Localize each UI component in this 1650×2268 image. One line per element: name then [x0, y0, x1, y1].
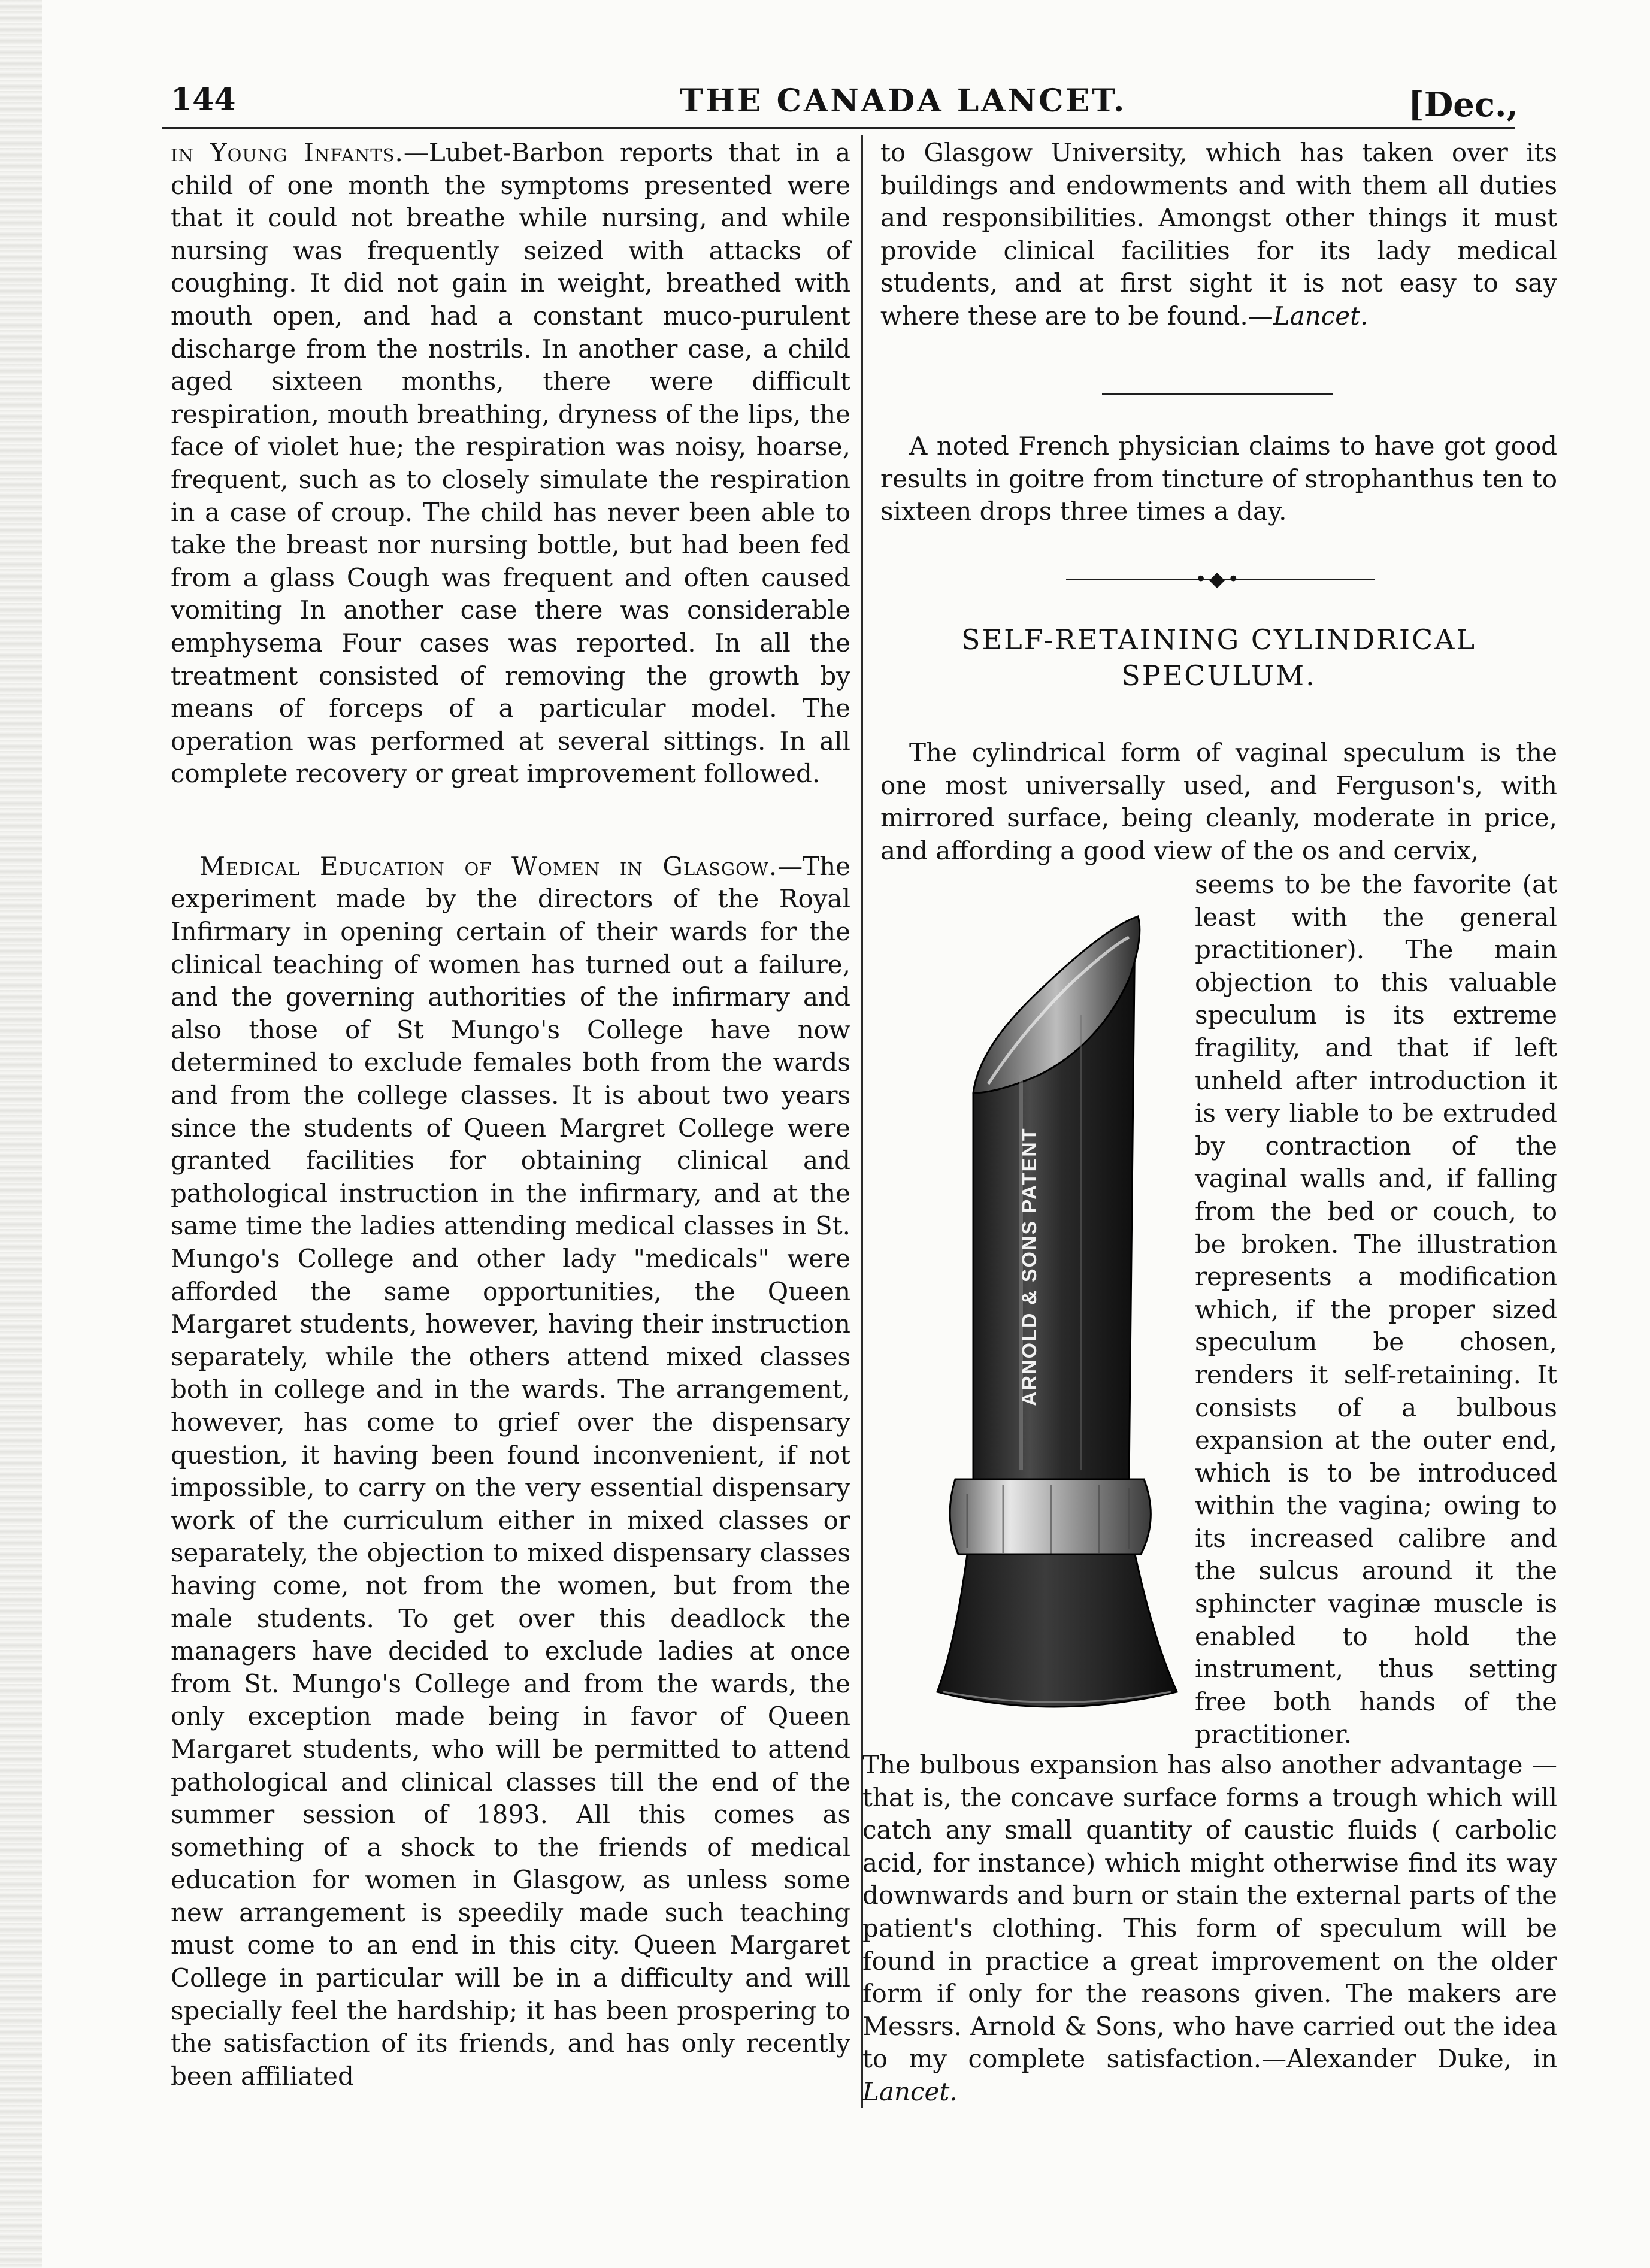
glasgow-source: Lancet.	[1273, 301, 1369, 331]
speculum-title-line-1: SELF-RETAINING CYLINDRICAL	[961, 623, 1477, 656]
speculum-text-after-figure	[862, 1749, 1557, 2109]
goitre-text: A noted French physician claims to have got good results in goitre from tincture of strophanthus ten to sixteen drops three times a day.	[880, 431, 1557, 526]
page-binding-edge	[0, 0, 42, 2268]
left-column	[171, 137, 850, 2093]
page-header	[171, 71, 1518, 125]
section-divider	[1102, 393, 1333, 395]
header-rule	[162, 127, 1515, 129]
glasgow-article	[171, 850, 850, 2093]
speculum-after-text: The bulbous expansion has also another advantage —that is, the concave surface forms a trough which will catch any small quantity of caustic fluids ( carbolic acid, for instance) which might otherwise find its way downwards and burn or stain the external parts of the patient's clothing. This form of speculum will be found in practice a great improvement on the older form if only for the reasons given. The makers are Messrs. Arnold & Sons, who have carried out the idea to my complete satisfaction.—Alexander Duke, in Lancet.	[862, 1750, 1557, 2106]
issue-month: [Dec.,	[1408, 85, 1518, 125]
page-number: 144	[171, 81, 236, 118]
speculum-text-beside-figure	[1195, 868, 1557, 1751]
speculum-drawing	[931, 895, 1183, 1719]
infants-article	[171, 137, 850, 791]
glasgow-heading: Medical Education of Women in Glasgow.	[199, 851, 778, 881]
speculum-intro-text: The cylindrical form of vaginal speculum is the one most universally used, and Ferguson's, with mirrored surface, being cleanly, moderate in price, and affording a good view of the os and cervix,	[880, 738, 1557, 865]
infants-heading: in Young Infants.	[171, 138, 404, 167]
glasgow-text: —The experiment made by the directors of the Royal Infirmary in opening certain of their wards for the clinical teaching of women has turned out a failure, and the governing authorities of the infirmary and also those of St Mungo's College have now determined to exclude females both from the wards and from the college classes. It is about two years since the students of Queen Margret College were granted facilities for obtaining clinical and pathological instruction in the infirmary, and at the same time the ladies attending medical classes in St. Mungo's College and other lady "medicals" were afforded the same opportunities, the Queen Margaret students, however, having their instruction separately, while the others attend mixed classes both in college and in the wards. The arrangement, however, has come to grief over the dispensary question, it having been found inconvenient, if not impossible, to carry on the very essential dispensary work of the curriculum either in mixed classes or separately, the objection to mixed dispensary classes having come, not from the women, but from the male students. To get over this deadlock the managers have decided to exclude ladies at once from St. Mungo's College and from the wards, the only exception made being in favor of Queen Margaret students, who will be permitted to attend pathological and clinical classes till the end of the summer session of 1893. All this comes as something of a shock to the friends of medical education for women in Glasgow, as unless some new arrangement is speedily made such teaching must come to an end in this city. Queen Margaret College in particular will be in a difficulty and will specially feel the hardship; it has been prospering to the satisfaction of its friends, and has only recently been affiliated	[171, 851, 850, 2091]
speculum-beside-text: seems to be the favorite (at least with the general practitioner). The main objection to this valuable speculum is its extreme fragility, and that if left unheld after introduction it is very liable to be extruded by contraction of the vaginal walls and, if falling from the bed or couch, to be broken. The illustration represents a modification which, if the proper sized speculum be chosen, renders it self-retaining. It consists of a bulbous expansion at the outer end, which is to be introduced within the vagina; owing to its increased calibre and the sulcus around it the sphincter vaginæ muscle is enabled to hold the instrument, thus setting free both hands of the practitioner.	[1195, 870, 1557, 1749]
speculum-title	[880, 622, 1557, 694]
infants-text: —Lubet-Barbon reports that in a child of one month the symptoms presented were that it could not breathe while nursing, and while nursing was frequently seized with attacks of coughing. It did not gain in weight, breathed with mouth open, and had a constant muco-purulent discharge from the nostrils. In another case, a child aged sixteen months, there were difficult respiration, mouth breathing, dryness of the lips, the face of violet hue; the respiration was noisy, hoarse, frequent, such as to closely simulate the respiration in a case of croup. The child has never been able to take the breast nor nursing bottle, but had been fed from a glass Cough was frequent and often caused vomiting In another case there was considerable emphysema Four cases was reported. In all the treatment consisted of removing the growth by means of forceps of a particular model. The operation was performed at several sittings. In all complete recovery or great improvement followed.	[171, 138, 850, 789]
glasgow-continued-block	[880, 137, 1557, 333]
speculum-intro	[880, 737, 1557, 867]
speculum-title-line-2: SPECULUM.	[1121, 659, 1316, 692]
goitre-note	[880, 430, 1557, 528]
speculum-source: Lancet.	[862, 2076, 958, 2106]
journal-title: THE CANADA LANCET.	[680, 83, 1127, 119]
figure-patent-label: ARNOLD & SONS PATENT	[1018, 1127, 1041, 1406]
glasgow-continued: to Glasgow University, which has taken over its buildings and endowments and with them all duties and responsibilities. Amongst other things it must provide clinical facilities for its lady medical students, and at first sight it is not easy to say where these are to be found.—Lancet.	[880, 138, 1557, 331]
speculum-illustration	[931, 895, 1183, 1719]
divider-ornament: •◆•	[1195, 567, 1242, 591]
